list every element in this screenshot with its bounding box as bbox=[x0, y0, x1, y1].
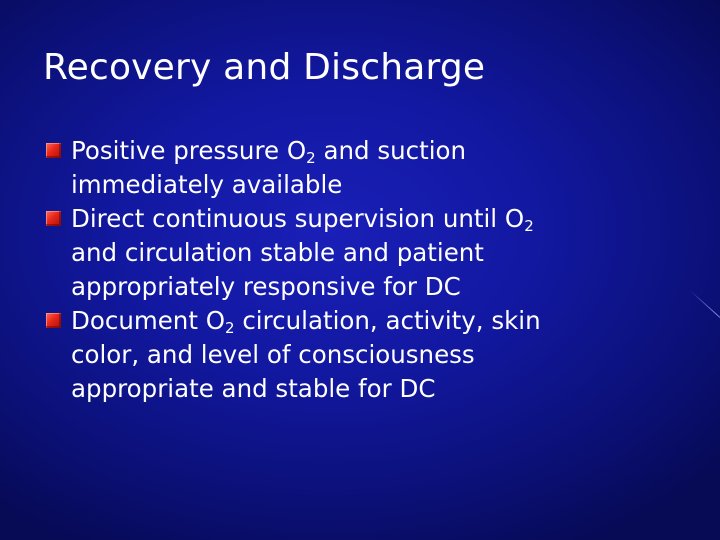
bullet-line: and circulation stable and patient bbox=[71, 238, 484, 267]
bullet-line: appropriately responsive for DC bbox=[71, 272, 461, 301]
bullet-item-documentation bbox=[46, 304, 686, 406]
bullet-line: Document $O_2$ circulation, activity, skin bbox=[71, 306, 541, 337]
bullet-item-oxygen-suction bbox=[46, 134, 686, 202]
bullet-item-supervision bbox=[46, 202, 686, 304]
bullet-line: appropriate and stable for DC bbox=[71, 374, 436, 403]
red-square-bullet-icon bbox=[46, 313, 61, 328]
bullet-line: Positive pressure $O_2$ and suction bbox=[71, 136, 467, 167]
slide-title: Recovery and Discharge bbox=[43, 47, 486, 88]
bullet-line: Direct continuous supervision until $O_2$ bbox=[71, 204, 534, 235]
light-streak-decoration bbox=[690, 290, 720, 331]
red-square-bullet-icon bbox=[46, 211, 61, 226]
bullet-line: color, and level of consciousness bbox=[71, 340, 475, 369]
bullet-line: immediately available bbox=[71, 170, 343, 199]
bullet-list bbox=[46, 134, 686, 406]
red-square-bullet-icon bbox=[46, 143, 61, 158]
